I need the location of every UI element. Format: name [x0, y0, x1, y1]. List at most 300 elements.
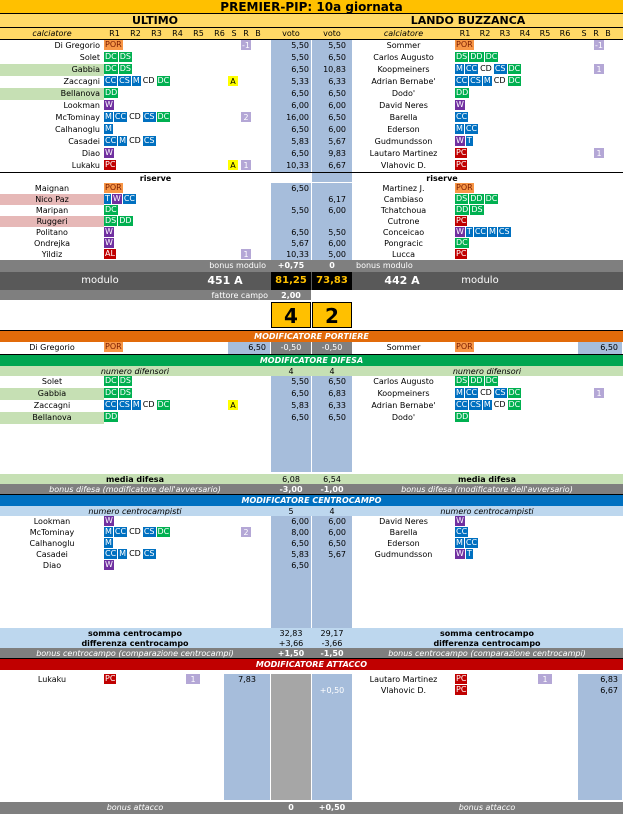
bonus-attacco-right: +0,50: [318, 803, 346, 812]
role-tag: CD: [129, 136, 141, 145]
player-name-left: Gabbia: [0, 64, 104, 76]
difesa-name-right: Dodo': [391, 413, 416, 422]
role-tag: CC: [465, 124, 478, 133]
header-s-left: S: [231, 29, 237, 38]
attacco-row: [0, 674, 623, 685]
reserve-row: [0, 238, 623, 249]
section-title: MODIFICATORE DIFESA: [259, 356, 364, 365]
page-title: PREMIER-PIP: 10a giornata: [220, 0, 403, 13]
centro-name-right: Ederson: [387, 539, 420, 548]
role-tag: M: [105, 112, 112, 121]
mod-portiere-title: [0, 330, 623, 342]
player-name-left: Lukaku: [71, 161, 100, 170]
attacco-vote-band: [578, 696, 622, 800]
role-tag: DD: [119, 216, 132, 225]
r-badge: 1: [241, 160, 251, 170]
header-r1-right: R1: [459, 29, 471, 38]
centro-vote-left: 6,00: [291, 517, 309, 526]
reserve-name-right: Cutrone: [387, 217, 420, 226]
role-tags-left: [104, 88, 214, 100]
difesa-tags-left: [104, 412, 214, 424]
portiere-row: [0, 342, 623, 354]
role-tag: CC: [105, 136, 117, 145]
vote-right: 6,50: [328, 89, 346, 98]
role-tags-left: [104, 64, 214, 76]
centro-tags-right: [455, 527, 565, 538]
role-tag: DC: [105, 388, 117, 397]
header-r4-right: R4: [519, 29, 531, 38]
attacco-plus-right: +0,50: [319, 686, 345, 695]
difesa-row: [0, 388, 623, 400]
role-tags-right: [455, 64, 565, 76]
vote-right: 5,50: [328, 41, 346, 50]
role-tag: CD: [480, 64, 492, 73]
player-name-right: Ederson: [387, 125, 420, 134]
centro-name-left: Diao: [42, 561, 62, 570]
header-r3-right: R3: [499, 29, 511, 38]
difesa-vote-right: 6,50: [328, 377, 346, 386]
attacco-band-left: [271, 685, 311, 696]
section-title: MODIFICATORE CENTROCAMPO: [241, 496, 382, 505]
vote-left: 16,00: [286, 113, 309, 122]
reserve-tags-right: [455, 194, 565, 205]
role-tags-right: [455, 136, 565, 148]
bonus-centro-label-left: bonus centrocampo (comparazione centrocampi): [36, 649, 234, 658]
attacco-vote-right: 6,83: [578, 674, 622, 685]
vote-left: 10,33: [286, 161, 309, 170]
role-tag: M: [105, 527, 112, 536]
role-tag: PC: [105, 160, 116, 169]
role-tag: W: [456, 100, 464, 109]
role-tag: DD: [456, 412, 469, 421]
differenza-row: [0, 638, 623, 648]
difesa-tags-right: [455, 376, 565, 388]
reserve-vote-right: 6,00: [328, 239, 346, 248]
difesa-vote-right: 6,50: [328, 413, 346, 422]
score-row: [0, 302, 623, 328]
reserve-vote-right: [312, 216, 352, 227]
attacco-band-left: [271, 696, 311, 800]
role-tag: CC: [114, 527, 127, 536]
centro-tags-left: [104, 527, 214, 538]
difesa-tags-right: [455, 388, 565, 400]
centro-tags-right: [455, 549, 565, 560]
role-tag: M: [456, 388, 463, 397]
bonus-attacco-left: 0: [288, 803, 294, 812]
role-tags-left: [104, 112, 214, 124]
role-tag: CC: [474, 227, 486, 236]
role-tag: POR: [105, 342, 122, 351]
teams-bar: [0, 14, 623, 28]
role-tag: PC: [456, 674, 467, 683]
role-tag: CD: [142, 76, 155, 85]
num-centro-left-value: 5: [288, 507, 294, 516]
header-b-right: B: [605, 29, 611, 38]
vote-right: 6,33: [328, 77, 346, 86]
reserve-name-left: Maripan: [35, 206, 69, 215]
role-tag: M: [483, 76, 491, 85]
difesa-vote-right: 6,33: [328, 401, 346, 410]
total-left: 81,25: [271, 272, 311, 290]
vote-right: 10,83: [323, 65, 346, 74]
role-tag: DC: [485, 194, 498, 203]
centro-vote-left: 5,83: [291, 550, 309, 559]
reserve-tags-left: [104, 205, 214, 216]
reserve-name-left: Nico Paz: [0, 194, 104, 205]
role-tag: PC: [456, 249, 467, 258]
role-tag: CC: [456, 527, 468, 536]
media-difesa-left: 6,08: [282, 475, 300, 484]
role-tag: DS: [456, 194, 468, 203]
attacco-name-right: Lautaro Martinez: [369, 675, 438, 684]
role-tag: W: [105, 227, 113, 236]
difesa-tags-left: [104, 388, 214, 400]
role-tag: CD: [493, 76, 506, 85]
role-tags-right: [455, 124, 565, 136]
num-centro-left: numero centrocampisti: [88, 507, 182, 516]
reserve-row: [0, 194, 623, 205]
role-tags-right: [455, 88, 565, 100]
difesa-tags-right: [455, 412, 565, 424]
centro-name-right: Gudmundsson: [374, 550, 433, 559]
player-name-right: Koopmeiners: [377, 65, 430, 74]
modulo-label-left: modulo: [81, 275, 119, 286]
role-tag: CC: [123, 194, 135, 203]
bonus-modulo-label-left: bonus modulo: [209, 261, 266, 270]
section-title: MODIFICATORE ATTACCO: [255, 660, 368, 669]
role-tag: W: [105, 148, 113, 157]
role-tag: M: [132, 400, 140, 409]
role-tag: W: [456, 227, 464, 236]
vote-left: 6,50: [291, 125, 309, 134]
centro-count-row: [0, 506, 623, 516]
role-tag: CS: [143, 136, 155, 145]
role-tags-right: [455, 100, 565, 112]
player-name-right: Lautaro Martinez: [369, 149, 438, 158]
difesa-vote-left: 5,50: [291, 377, 309, 386]
difesa-tags-right: [455, 400, 565, 412]
header-r-right: R: [593, 29, 599, 38]
portiere-left-name: Di Gregorio: [29, 343, 75, 352]
reserve-name-left: Ondrejka: [33, 239, 71, 248]
role-tag: DD: [456, 205, 469, 214]
centro-tags-left: [104, 516, 214, 527]
reserve-tags-right: [455, 227, 565, 238]
role-tag: CS: [494, 64, 506, 73]
vote-right: 6,00: [328, 125, 346, 134]
reserve-tags-right: [455, 238, 565, 249]
modulo-row: [0, 272, 623, 290]
attacco-name-left: Lukaku: [37, 675, 67, 684]
player-name-left: Diao: [81, 149, 100, 158]
role-tag: DD: [105, 412, 118, 421]
header-r6-left: R6: [214, 29, 225, 38]
vote-right: 5,67: [328, 137, 346, 146]
vote-right: 6,67: [328, 161, 346, 170]
centro-row: [0, 527, 623, 538]
role-tag: DD: [456, 88, 469, 97]
header-r5-left: R5: [193, 29, 204, 38]
reserve-vote-right: 5,50: [328, 228, 346, 237]
vote-left: 6,50: [291, 65, 309, 74]
role-tag: CS: [143, 527, 155, 536]
num-difensori-right-value: 4: [329, 367, 335, 376]
reserve-row: [0, 216, 623, 227]
bonus-attacco-label-left: bonus attacco: [106, 803, 164, 812]
role-tag: CC: [105, 549, 117, 558]
vote-column-band: [312, 696, 352, 800]
num-centro-right-value: 4: [329, 507, 335, 516]
attacco-count-left: 1: [186, 674, 200, 684]
player-row: [0, 124, 623, 136]
reserve-vote-left: 6,50: [291, 184, 309, 193]
player-name-left: Lookman: [63, 101, 100, 110]
player-name-left: Di Gregorio: [54, 41, 100, 50]
role-tag: CS: [470, 400, 481, 409]
bonus-difesa-label-right: bonus difesa (modificatore dell'avversario): [401, 485, 573, 494]
role-tag: DS: [471, 205, 483, 214]
centro-tags-left: [104, 538, 214, 549]
role-tag: DS: [119, 376, 131, 385]
role-tag: DD: [470, 194, 483, 203]
role-tag: M: [456, 538, 463, 547]
reserve-name-left: Maignan: [34, 184, 70, 193]
role-tag: POR: [456, 183, 473, 192]
header-r6-right: R6: [559, 29, 571, 38]
role-tag: CS: [494, 388, 506, 397]
role-tag: M: [456, 124, 463, 133]
mod-attacco-title: [0, 658, 623, 670]
role-tag: DC: [157, 400, 170, 409]
riserve-header: [0, 172, 623, 182]
somma-label-left: somma centrocampo: [88, 629, 182, 638]
mod-difesa-title: [0, 354, 623, 366]
header-r5-right: R5: [539, 29, 551, 38]
r-badge: 2: [241, 527, 251, 537]
fattore-campo-label: fattore campo: [211, 291, 268, 300]
reserve-tags-right: [455, 205, 565, 216]
role-tag: CC: [456, 76, 468, 85]
reserve-name-left: Yildiz: [41, 250, 63, 259]
centro-name-left: Lookman: [33, 517, 71, 526]
diff-label-left: differenza centrocampo: [81, 639, 189, 648]
vote-column-band: [312, 173, 352, 182]
num-difensori-right: numero difensori: [452, 367, 522, 376]
player-name-left: Calhanoglu: [54, 125, 100, 134]
vote-column-band: [271, 424, 311, 472]
s-badge: A: [228, 76, 238, 86]
r-badge: 2: [241, 112, 251, 122]
vote-column-band: [271, 571, 311, 628]
vote-left: 6,00: [291, 101, 309, 110]
role-tag: DC: [456, 238, 468, 247]
role-tag: T: [105, 194, 110, 203]
role-tag: M: [105, 124, 112, 133]
role-tag: W: [456, 549, 464, 558]
role-tag: PC: [456, 148, 467, 157]
player-row: [0, 100, 623, 112]
player-name-left: Casadei: [68, 137, 100, 146]
role-tag: W: [105, 100, 113, 109]
num-centro-right: numero centrocampisti: [440, 507, 534, 516]
centro-name-right: Barella: [389, 528, 418, 537]
somma-right: 29,17: [320, 629, 344, 638]
centro-row: [0, 549, 623, 560]
portiere-left-bonus: -0,50: [271, 342, 311, 354]
role-tag: CC: [456, 112, 468, 121]
role-tag: PC: [456, 216, 467, 225]
centro-tags-right: [455, 538, 565, 549]
role-tag: CD: [480, 388, 492, 397]
role-tag: W: [105, 560, 113, 569]
header-r-left: R: [243, 29, 249, 38]
player-row: [0, 160, 623, 172]
attacco-name-right: Vlahovic D.: [380, 686, 427, 695]
role-tags-right: [455, 52, 565, 64]
bonus-centro-label-right: bonus centrocampo (comparazione centrocampi): [388, 649, 586, 658]
reserve-row: [0, 205, 623, 216]
fattore-campo-row: [0, 290, 623, 300]
role-tag: DC: [105, 205, 117, 214]
role-tag: T: [466, 549, 472, 558]
reserve-tags-left: [104, 249, 214, 260]
bonus-modulo-right: 0: [329, 261, 335, 270]
role-tag: CS: [143, 549, 155, 558]
role-tags-right: [455, 148, 565, 160]
role-tag: CD: [129, 527, 141, 536]
role-tags-left: [104, 40, 214, 52]
role-tags-right: [455, 160, 565, 172]
vote-right: 9,83: [328, 149, 346, 158]
diff-right: -3,66: [321, 639, 343, 648]
player-name-right: Carlos Augusto: [373, 53, 434, 62]
num-difensori-left-value: 4: [288, 367, 294, 376]
difesa-vote-right: 6,83: [328, 389, 346, 398]
role-tag: M: [119, 549, 127, 558]
role-tag: DS: [119, 388, 131, 397]
vote-column-band: [312, 424, 352, 472]
media-difesa-label-left: media difesa: [106, 475, 164, 484]
role-tag: W: [112, 194, 121, 203]
player-row: [0, 112, 623, 124]
centro-name-left: Casadei: [36, 550, 68, 559]
role-tag: DC: [105, 52, 117, 61]
team-right-name: LANDO BUZZANCA: [410, 14, 526, 27]
reserve-tags-left: [104, 216, 214, 227]
player-row: [0, 88, 623, 100]
r-badge: -1: [242, 41, 250, 50]
reserve-name-right: Conceicao: [382, 228, 425, 237]
player-name-right: Adrian Bernabe': [371, 77, 436, 86]
role-tag: CC: [465, 388, 478, 397]
reserve-row: [0, 249, 623, 260]
player-name-left: Solet: [79, 53, 100, 62]
header-voto-right: voto: [323, 29, 341, 38]
role-tag: M: [483, 400, 491, 409]
role-tag: DS: [456, 52, 468, 61]
header-voto-left: voto: [282, 29, 300, 38]
s-badge: A: [228, 160, 238, 170]
header-r2-left: R2: [130, 29, 141, 38]
b-badge: 1: [594, 64, 604, 74]
vote-column-band: [312, 571, 352, 628]
centro-row: [0, 538, 623, 549]
bonus-centro-left: +1,50: [277, 649, 305, 658]
reserve-vote-right: 6,00: [328, 206, 346, 215]
reserve-name-right: Pongracic: [384, 239, 423, 248]
reserve-name-left: Politano: [36, 228, 68, 237]
somma-label-right: somma centrocampo: [440, 629, 534, 638]
player-row: [0, 40, 623, 52]
vote-right: 6,00: [328, 101, 346, 110]
reserve-name-right: Cambiaso: [383, 195, 424, 204]
difesa-name-left: Bellanova: [0, 412, 104, 424]
b-badge: 1: [594, 388, 604, 398]
bonus-difesa-right: -1,00: [320, 485, 344, 494]
attacco-vote-right: 6,67: [578, 685, 622, 696]
reserve-tags-left: [104, 238, 214, 249]
role-tag: DD: [470, 52, 483, 61]
reserve-tags-left: [104, 183, 214, 194]
b-badge: -1: [595, 41, 603, 50]
r-badge: 1: [241, 249, 251, 259]
centro-name-left: Calhanoglu: [29, 539, 75, 548]
difesa-name-left: Gabbia: [0, 388, 104, 400]
role-tag: DC: [105, 376, 117, 385]
bonus-attacco-label-right: bonus attacco: [458, 803, 516, 812]
role-tag: CC: [456, 400, 468, 409]
centro-vote-left: 8,00: [291, 528, 309, 537]
difesa-row: [0, 376, 623, 388]
role-tags-left: [104, 124, 214, 136]
media-difesa-label-right: media difesa: [458, 475, 516, 484]
centro-vote-left: 6,50: [291, 561, 309, 570]
role-tag: CC: [465, 64, 478, 73]
role-tag: CC: [105, 76, 117, 85]
role-tag: DC: [485, 52, 498, 61]
reserve-row: [0, 227, 623, 238]
role-tag: M: [456, 64, 463, 73]
role-tag: M: [119, 136, 127, 145]
role-tag: M: [105, 538, 112, 547]
role-tag: CD: [129, 549, 141, 558]
bonus-centro-right: -1,50: [320, 649, 344, 658]
centro-tags-right: [455, 516, 565, 527]
attacco-vote-left: 7,83: [224, 674, 270, 685]
vote-left: 6,50: [291, 149, 309, 158]
player-name-left: Zaccagni: [63, 77, 100, 86]
player-row: [0, 136, 623, 148]
title-bar: [0, 0, 623, 14]
role-tag: DC: [157, 76, 170, 85]
reserve-tags-right: [455, 249, 565, 260]
reserve-tags-right: [455, 216, 565, 227]
reserve-row: [0, 183, 623, 194]
centro-name-left: McTominay: [29, 528, 75, 537]
role-tag: PC: [456, 685, 467, 694]
role-tag: CS: [119, 400, 130, 409]
bonus-modulo-left: +0,75: [277, 261, 305, 270]
role-tag: DS: [119, 52, 131, 61]
role-tag: W: [456, 516, 464, 525]
player-name-left: Bellanova: [0, 88, 104, 100]
section-title: MODIFICATORE PORTIERE: [254, 332, 369, 341]
difesa-vote-left: 6,50: [291, 413, 309, 422]
total-right: 73,83: [312, 272, 352, 290]
vote-column-band: [312, 674, 352, 685]
centro-row: [0, 560, 623, 571]
role-tag: M: [488, 227, 496, 236]
